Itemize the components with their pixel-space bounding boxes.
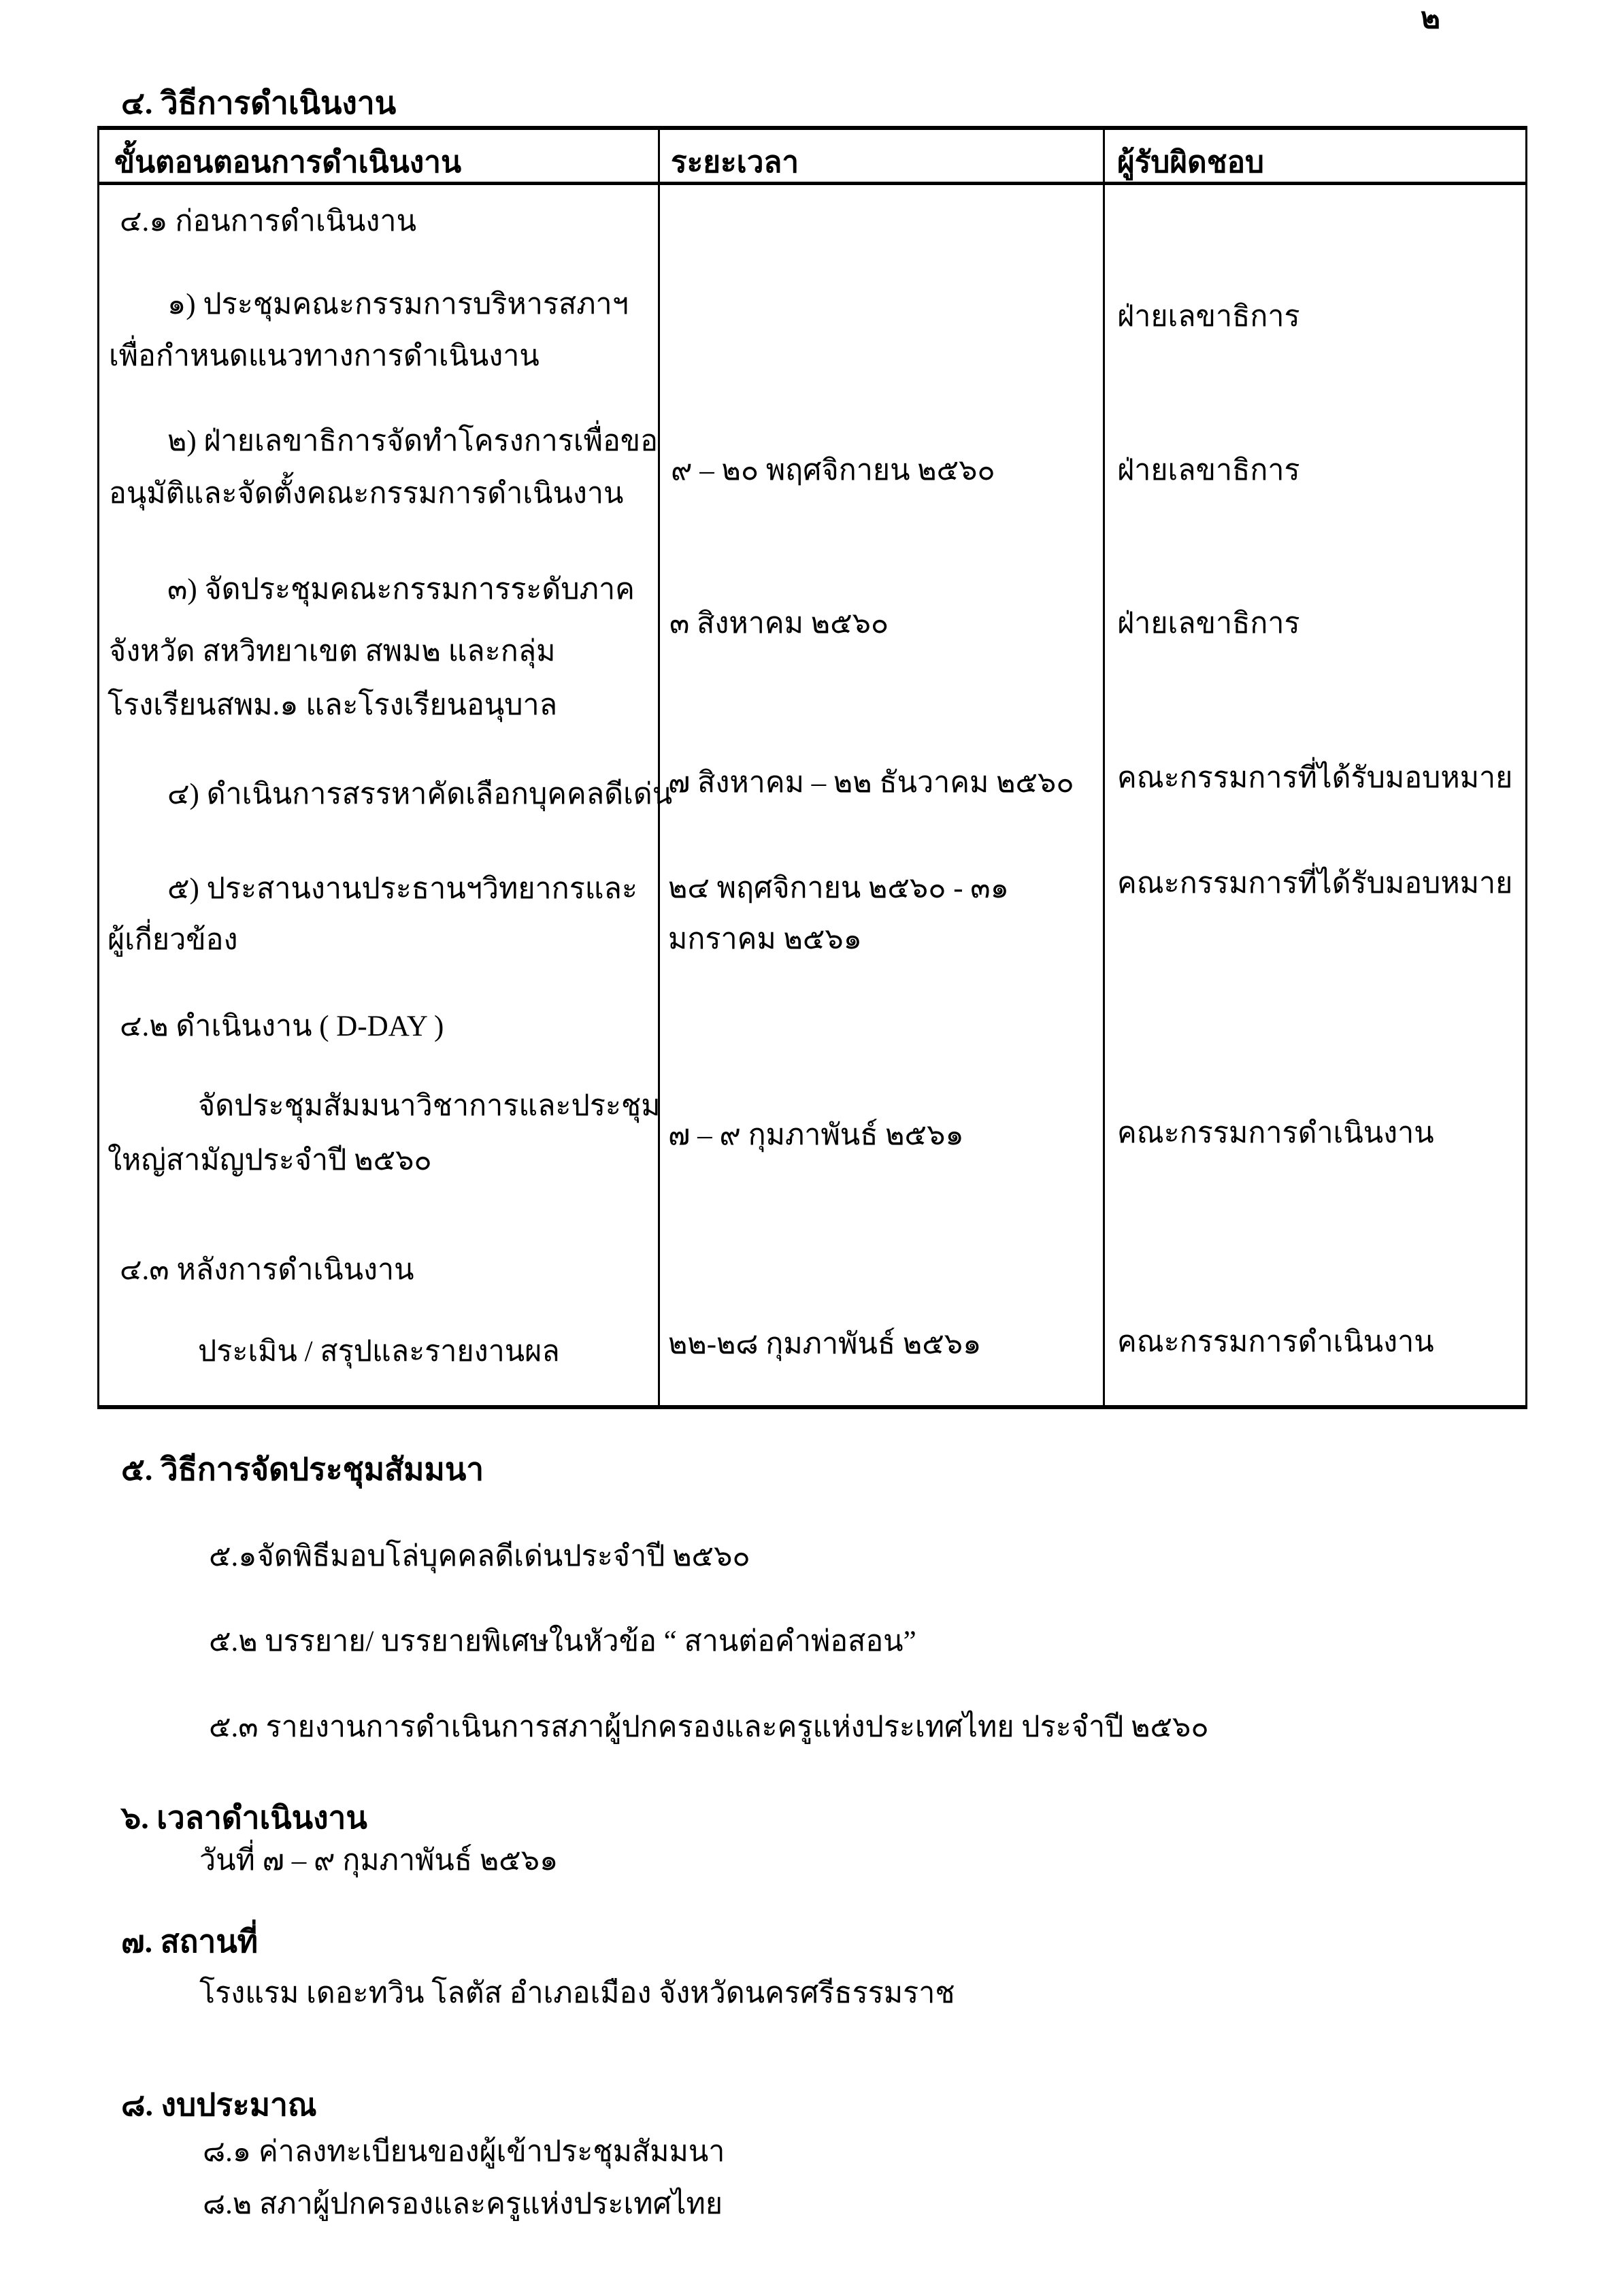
section7-heading: ๗. สถานที่	[121, 1924, 259, 1959]
section8-item: ๘.๒ สภาผู้ปกครองและครูแห่งประเทศไทย	[203, 2188, 723, 2220]
table-duration-line: มกราคม ๒๕๖๑	[668, 923, 862, 955]
section6-heading: ๖. เวลาดำเนินงาน	[121, 1800, 367, 1835]
table-step-line: ๒) ฝ่ายเลขาธิการจัดทำโครงการเพื่อขอ	[167, 425, 658, 457]
table-step-line: ๑) ประชุมคณะกรรมการบริหารสภาฯ	[167, 289, 629, 320]
table-responsible-line: คณะกรรมการดำเนินงาน	[1117, 1117, 1434, 1149]
section7-detail: โรงแรม เดอะทวิน โลตัส อำเภอเมือง จังหวัดนครศรีธรรมราช	[199, 1977, 955, 2009]
section5-item: ๕.๒ บรรยาย/ บรรยายพิเศษในหัวข้อ “ สานต่อคำพ่อสอน”	[209, 1626, 916, 1658]
table-step-line: ใหญ่สามัญประจำปี ๒๕๖๐	[107, 1144, 432, 1176]
table-step-line: ๔.๑ ก่อนการดำเนินงาน	[120, 205, 416, 237]
table-step-line: ๔) ดำเนินการสรรหาคัดเลือกบุคคลดีเด่น	[167, 778, 673, 810]
table-duration-line: ๒๔ พฤศจิกายน ๒๕๖๐ - ๓๑	[668, 872, 1009, 904]
table-step-line: เพื่อกำหนดแนวทางการดำเนินงาน	[109, 340, 540, 372]
table-duration-line: ๗ สิงหาคม – ๒๒ ธันวาคม ๒๕๖๐	[668, 767, 1074, 799]
table-step-line: อนุมัติและจัดตั้งคณะกรรมการดำเนินงาน	[109, 478, 624, 510]
table-step-line: จัดประชุมสัมมนาวิชาการและประชุม	[198, 1090, 661, 1122]
table-step-line: ๔.๓ หลังการดำเนินงาน	[120, 1254, 414, 1286]
table-column-divider-2	[1103, 130, 1105, 1405]
table-step-line: ๕) ประสานงานประธานฯวิทยากรและ	[167, 873, 637, 905]
section5-item: ๕.๑จัดพิธีมอบโล่บุคคลดีเด่นประจำปี ๒๕๖๐	[209, 1540, 750, 1572]
table-duration-line: ๓ สิงหาคม ๒๕๖๐	[669, 608, 889, 640]
table-header-row	[99, 130, 1525, 185]
table-responsible-line: คณะกรรมการที่ได้รับมอบหมาย	[1117, 868, 1513, 900]
section8-item: ๘.๑ ค่าลงทะเบียนของผู้เข้าประชุมสัมมนา	[203, 2136, 725, 2168]
section5-item: ๕.๓ รายงานการดำเนินการสภาผู้ปกครองและครูแห่งประเทศไทย ประจำปี ๒๕๖๐	[209, 1711, 1209, 1743]
table-responsible-line: ฝ่ายเลขาธิการ	[1117, 301, 1300, 333]
section8-heading: ๘. งบประมาณ	[121, 2088, 317, 2122]
table-step-line: ๓) จัดประชุมคณะกรรมการระดับภาค	[167, 574, 635, 606]
table-header-responsible: ผู้รับผิดชอบ	[1117, 146, 1264, 179]
table-responsible-line: ฝ่ายเลขาธิการ	[1117, 455, 1300, 487]
table-step-line: ประเมิน / สรุปและรายงานผล	[198, 1336, 560, 1368]
table-duration-line: ๒๒-๒๘ กุมภาพันธ์ ๒๕๖๑	[668, 1328, 982, 1360]
table-step-line: ผู้เกี่ยวข้อง	[107, 924, 238, 956]
section4-heading: ๔. วิธีการดำเนินงาน	[121, 86, 397, 120]
section6-detail: วันที่ ๗ – ๙ กุมภาพันธ์ ๒๕๖๑	[199, 1845, 559, 1877]
table-step-line: จังหวัด สหวิทยาเขต สพม๒ และกลุ่ม	[109, 636, 556, 668]
table-step-line: โรงเรียนสพม.๑ และโรงเรียนอนุบาล	[107, 689, 558, 721]
table-responsible-line: คณะกรรมการดำเนินงาน	[1117, 1326, 1434, 1358]
section5-heading: ๕. วิธีการจัดประชุมสัมมนา	[121, 1452, 484, 1487]
table-column-divider-1	[658, 130, 660, 1405]
table-responsible-line: ฝ่ายเลขาธิการ	[1117, 608, 1300, 640]
table-header-duration: ระยะเวลา	[671, 146, 799, 179]
table-step-line: ๔.๒ ดำเนินงาน ( D-DAY )	[120, 1010, 444, 1042]
operations-table	[97, 126, 1527, 1409]
table-header-steps: ขั้นตอนตอนการดำเนินงาน	[114, 146, 462, 179]
page-number: ๒	[1421, 1, 1441, 35]
table-duration-line: ๙ – ๒๐ พฤศจิกายน ๒๕๖๐	[671, 455, 995, 487]
table-duration-line: ๗ – ๙ กุมภาพันธ์ ๒๕๖๑	[668, 1119, 964, 1151]
table-responsible-line: คณะกรรมการที่ได้รับมอบหมาย	[1117, 762, 1513, 794]
